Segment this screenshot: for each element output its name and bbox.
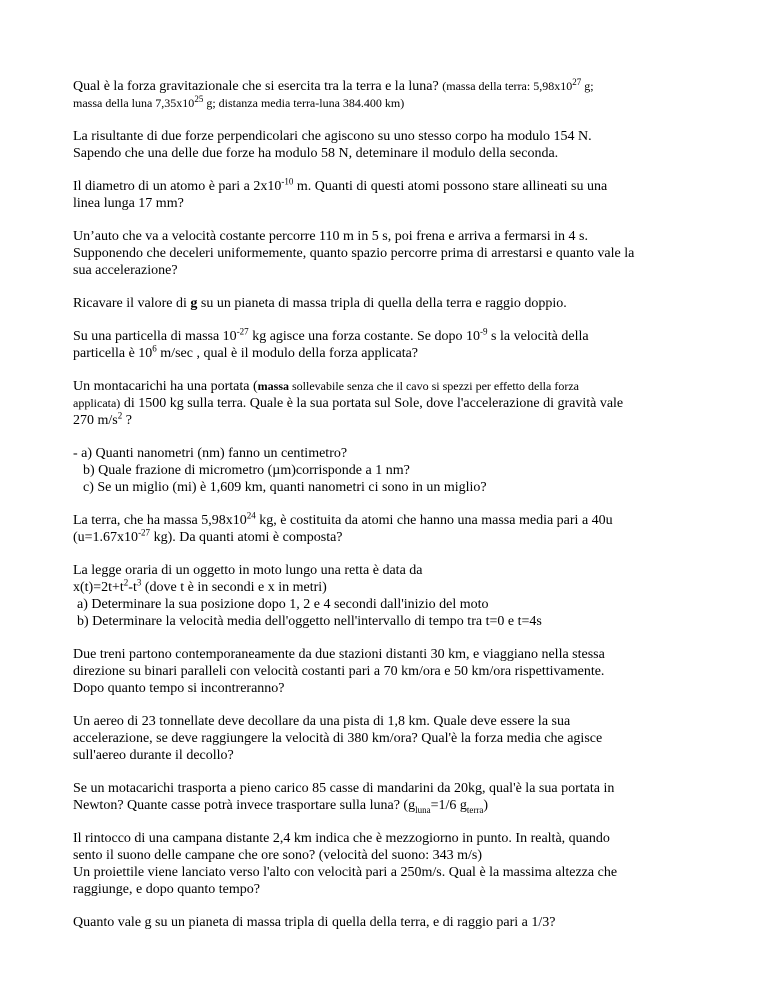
question-note: (massa della terra: $5,98x10^{27}$ g; massa della luna $7,35x10^{25}$ g; distanza media terra-luna 384.400 km) [73,77,594,110]
question-projectile: Un proiettile viene lanciato verso l'alto con velocità pari a 250m/s. Qual è la massima altezza che raggiunge, e dopo quanto tempo? [73,865,618,897]
question-motion-law: La legge oraria di un oggetto in moto lungo una retta è data da $x(t)=2t+t^2-t^3$ (dove t è in secondi e x in metri) a) Determinare la sua posizione dopo 1, 2 e 4 secondi dall'inizio del moto b) Determinare la velocità media dell'oggetto nell'intervallo di tempo tra t=0 e t=4s [73,563,542,629]
question-airplane-takeoff: Un aereo di 23 tonnellate deve decollare da una pista di 1,8 km. Quale deve essere la sua accelerazione, se deve raggiungere la velocità di 380 km/ora? Qual'è la forza media che agisce sull'aereo durante il decollo? [73,714,603,763]
question-particle-force: Su una particella di massa $10^{-27}$ kg agisce una forza costante. Se dopo $10^{-9}$ s la velocità della particella è $10^6$ m/sec , qual è il modulo della forza applicata? [73,326,589,361]
question-atom-diameter: Il diametro di un atomo è pari a $2x10^{-10}$ m. Quanti di questi atomi possono stare allineati su una linea lunga 17 mm? [73,176,608,211]
question-unit-conversions: - a) Quanti nanometri (nm) fanno un centimetro? b) Quale frazione di micrometro (µm)corrisponde a 1 nm? c) Se un miglio (mi) è 1,609 km, quanti nanometri ci sono in un miglio? [73,446,487,495]
question-gravitational-force [73,78,713,112]
question-car-braking: Un’auto che va a velocità costante percorre 110 m in 5 s, poi frena e arriva a fermarsi in 4 s. Supponendo che deceleri uniformemente, quanto spazio percorre prima di arrestarsi e quanto vale la sua accelerazione? [73,229,635,278]
question-text: Qual è la forza gravitazionale che si esercita tra la terra e la luna? [73,79,443,94]
question-earth-atoms: La terra, che ha massa $5,98x10^{24}$ kg, è costituita da atomi che hanno una massa media pari a 40u ($u=1.67x10^{-27}$ kg). Da quanti atomi è composta? [73,510,613,545]
question-freight-elevator-sun: Un montacarichi ha una portata (massa sollevabile senza che il cavo si spezzi per effetto della forza applicata) di 1500 kg sulla terra. Quale è la sua portata sul Sole, dove l'accelerazione di gravità vale 270 $m/s^2$ ? [73,379,624,428]
question-mandarin-crates: Se un motacarichi trasporta a pieno carico 85 casse di mandarini da 20kg, qual'è la sua portata in Newton? Quante casse potrà invece trasportare sulla luna? ($g_{luna}=1/6$ $g_{terra}$) [73,781,615,815]
question-g-planet-double-radius: Ricavare il valore di g su un pianeta di massa tripla di quella della terra e raggio doppio. [73,296,567,311]
question-g-planet-third-radius: Quanto vale g su un pianeta di massa tripla di quella della terra, e di raggio pari a 1/3? [73,915,556,930]
question-perpendicular-forces: La risultante di due forze perpendicolari che agiscono su uno stesso corpo ha modulo 154 N. Sapendo che una delle due forze ha modulo 58 N, deteminare il modulo della seconda. [73,129,592,161]
question-bell-toll: Il rintocco di una campana distante 2,4 km indica che è mezzogiorno in punto. In realtà, quando sento il suono delle campane che ore sono? (velocità del suono: 343 m/s) [73,831,610,863]
exercise-sheet [73,78,713,947]
question-two-trains: Due treni partono contemporaneamente da due stazioni distanti 30 km, e viaggiano nella stessa direzione su binari paralleli con velocità costanti pari a 70 km/ora e 50 km/ora rispettivamente. Dopo quanto tempo si incontreranno? [73,647,605,696]
